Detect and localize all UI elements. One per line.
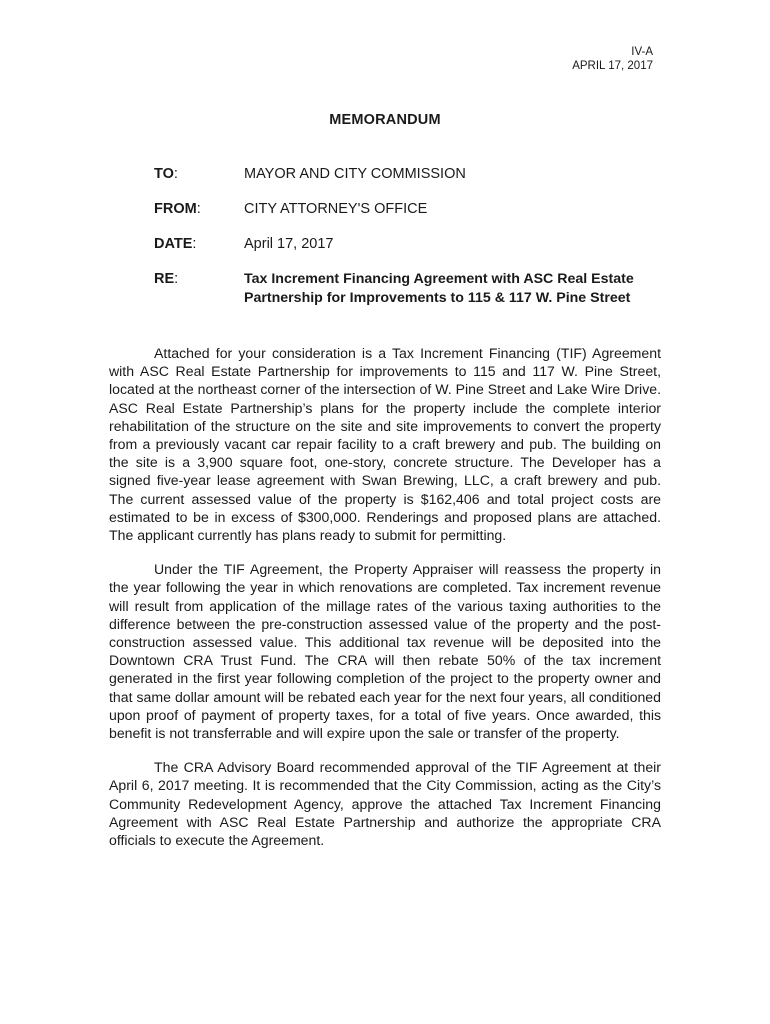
body-paragraph-2: Under the TIF Agreement, the Property Appraiser will reassess the property in the year following the year in which renovations are completed. Tax increment revenue will result from application of the millage rates of the various taxing authorities to the difference between the pre-construction assessed value of the property and the post-construction assessed value. This additional tax revenue will be deposited into the Downtown CRA Trust Fund. The CRA will then rebate 50% of the tax increment generated in the first year following completion of the project to the property owner and that same dollar amount will be rebated each year for the next four years, all conditioned upon proof of payment of property taxes, for a total of five years. Once awarded, this benefit is not transferrable and will expire upon the sale or transfer of the property.	[109, 561, 661, 742]
date-value: April 17, 2017	[244, 236, 334, 252]
body-paragraph-1: Attached for your consideration is a Tax Increment Financing (TIF) Agreement with ASC Real Estate Partnership for improvements to 115 and 117 W. Pine Street, located at the northeast corner of the intersection of W. Pine Street and Lake Wire Drive. ASC Real Estate Partnership’s plans for the property include the complete interior rehabilitation of the structure on the site and site improvements to convert the property from a previously vacant car repair facility to a craft brewery and pub. The building on the site is a 3,900 square foot, one-story, concrete structure. The Developer has a signed five-year lease agreement with Swan Brewing, LLC, a craft brewery and pub. The current assessed value of the property is $162,406 and total project costs are estimated to be in excess of $300,000. Renderings and proposed plans are attached. The applicant currently has plans ready to submit for permitting.	[109, 345, 661, 544]
page-title: MEMORANDUM	[329, 112, 441, 128]
re-subject-line-1: Tax Increment Financing Agreement with ASC Real Estate	[244, 271, 634, 287]
from-value: CITY ATTORNEY'S OFFICE	[244, 201, 428, 217]
memo-header-fields	[154, 165, 666, 308]
re-colon: :	[174, 271, 179, 287]
re-subject-line-2: Partnership for Improvements to 115 & 117 W. Pine Street	[244, 290, 631, 306]
memo-body	[109, 344, 661, 865]
to-label: TO	[154, 166, 174, 182]
date-label: DATE	[154, 236, 193, 252]
from-row	[154, 200, 666, 219]
date-row	[154, 235, 666, 254]
re-label: RE	[154, 271, 175, 287]
header-date: APRIL 17, 2017	[572, 60, 653, 72]
to-colon: :	[173, 166, 178, 182]
date-colon: :	[192, 236, 197, 252]
header-reference	[572, 45, 653, 73]
re-subject	[244, 270, 666, 308]
agenda-item-code: IV-A	[631, 46, 653, 58]
from-colon: :	[196, 201, 201, 217]
to-row	[154, 165, 666, 184]
body-paragraph-3: The CRA Advisory Board recommended approval of the TIF Agreement at their April 6, 2017 meeting. It is recommended that the City Commission, acting as the City’s Community Redevelopment Agency, approve the attached Tax Increment Financing Agreement with ASC Real Estate Partnership and authorize the appropriate CRA officials to execute the Agreement.	[109, 759, 661, 849]
re-row	[154, 270, 666, 308]
to-value: MAYOR AND CITY COMMISSION	[244, 166, 466, 182]
from-label: FROM	[154, 201, 197, 217]
